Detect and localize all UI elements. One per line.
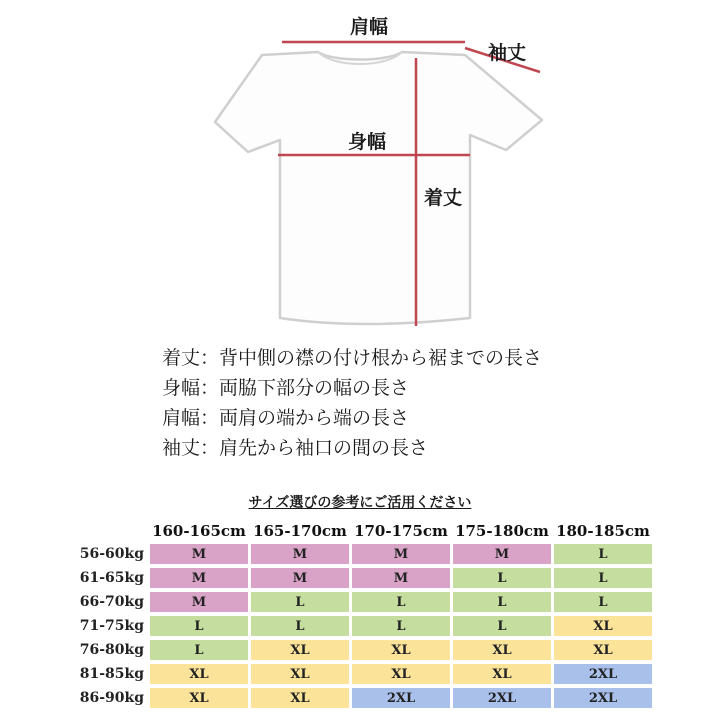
size-cell: L — [453, 568, 551, 588]
sleeve-length-label: 袖丈 — [488, 42, 527, 64]
height-header: 180-185cm — [556, 522, 650, 540]
table-row — [63, 688, 652, 708]
size-cell: XL — [251, 640, 349, 660]
table-corner — [63, 522, 147, 540]
description-length: 着丈：背中側の襟の付け根から裾までの長さ — [162, 347, 543, 369]
table-row — [63, 568, 652, 588]
size-cell: 2XL — [352, 688, 450, 708]
size-cell: L — [352, 616, 450, 636]
weight-label: 76-80kg — [79, 642, 144, 658]
size-cell: L — [554, 592, 652, 612]
size-cell: XL — [251, 664, 349, 684]
length-label: 着丈 — [424, 187, 463, 209]
size-cell: L — [554, 568, 652, 588]
size-cell: 2XL — [554, 688, 652, 708]
size-cell: M — [352, 568, 450, 588]
height-header: 170-175cm — [354, 522, 448, 540]
size-cell: XL — [453, 640, 551, 660]
size-cell: L — [150, 616, 248, 636]
size-chart-table — [60, 518, 655, 712]
size-cell: 2XL — [554, 664, 652, 684]
size-cell: L — [554, 544, 652, 564]
description-body-width: 身幅：両脇下部分の幅の長さ — [162, 377, 410, 399]
tshirt-illustration — [0, 0, 720, 340]
size-cell: M — [251, 544, 349, 564]
tshirt-outline — [215, 52, 542, 324]
table-row — [63, 664, 652, 684]
description-sleeve-length: 袖丈：肩先から袖口の間の長さ — [162, 437, 429, 459]
weight-label: 86-90kg — [79, 690, 144, 706]
size-cell: XL — [251, 688, 349, 708]
size-cell: M — [150, 568, 248, 588]
size-cell: L — [352, 592, 450, 612]
height-header: 160-165cm — [152, 522, 246, 540]
size-cell: L — [150, 640, 248, 660]
size-cell: M — [150, 544, 248, 564]
table-row — [63, 592, 652, 612]
size-cell: M — [352, 544, 450, 564]
description-shoulder-width: 肩幅：両肩の端から端の長さ — [162, 407, 410, 429]
size-cell: L — [453, 592, 551, 612]
size-cell: 2XL — [453, 688, 551, 708]
size-cell: XL — [150, 664, 248, 684]
measurement-descriptions — [162, 343, 542, 463]
weight-label: 71-75kg — [79, 618, 144, 634]
weight-label: 81-85kg — [79, 666, 144, 682]
shoulder-width-label: 肩幅 — [350, 16, 389, 38]
size-cell: XL — [453, 664, 551, 684]
size-cell: XL — [554, 640, 652, 660]
size-cell: L — [453, 616, 551, 636]
size-cell: M — [453, 544, 551, 564]
height-header: 175-180cm — [455, 522, 549, 540]
size-cell: M — [251, 568, 349, 588]
tshirt-diagram — [0, 0, 720, 340]
size-cell: L — [251, 592, 349, 612]
weight-label: 61-65kg — [79, 570, 144, 586]
weight-label: 56-60kg — [79, 546, 144, 562]
size-table-title: サイズ選びの参考にご活用ください — [248, 495, 472, 511]
height-header: 165-170cm — [253, 522, 347, 540]
size-cell: XL — [554, 616, 652, 636]
size-cell: XL — [150, 688, 248, 708]
height-header-row — [63, 522, 652, 540]
table-row — [63, 616, 652, 636]
table-row — [63, 640, 652, 660]
size-cell: XL — [352, 640, 450, 660]
table-row — [63, 544, 652, 564]
size-cell: L — [251, 616, 349, 636]
size-cell: XL — [352, 664, 450, 684]
weight-label: 66-70kg — [79, 594, 144, 610]
body-width-label: 身幅 — [348, 131, 387, 153]
size-cell: M — [150, 592, 248, 612]
